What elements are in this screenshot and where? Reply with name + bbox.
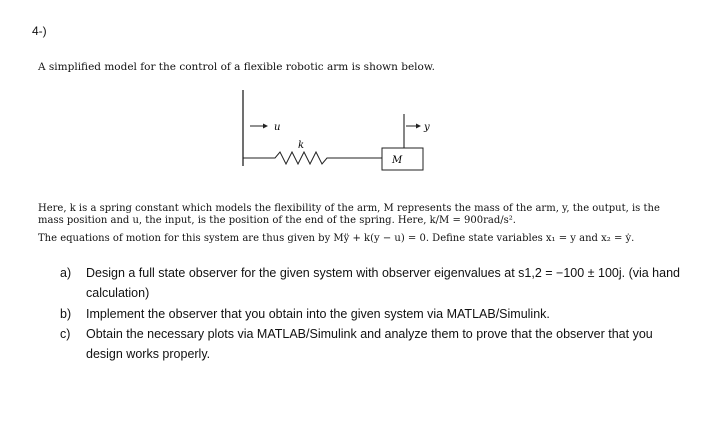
spring: [243, 152, 382, 164]
question-number: 4-): [32, 24, 47, 38]
spring-label: k: [298, 140, 305, 151]
output-arrow-head: [416, 124, 421, 129]
description-line-3: The equations of motion for this system are thus given by Mÿ + k(y − u) = 0. Define state variables x₁ = y and x₂ = ẏ.: [38, 233, 635, 244]
task-label: a): [60, 266, 72, 280]
spring-mass-diagram: [230, 88, 450, 184]
task-label: c): [60, 327, 71, 341]
task-label: b): [60, 307, 72, 321]
intro-text: A simplified model for the control of a flexible robotic arm is shown below.: [38, 61, 435, 73]
mass-label: M: [392, 155, 403, 166]
task-text: Design a full state observer for the given system with observer eigenvalues at s1,2 = −100 ± 100j. (via hand calculation): [86, 266, 680, 300]
input-arrow-head: [263, 124, 268, 129]
input-label: u: [274, 122, 281, 133]
task-text: Obtain the necessary plots via MATLAB/Simulink and analyze them to prove that the observer that you design works properly.: [86, 327, 653, 361]
mass-block: [382, 148, 423, 170]
task-text: Implement the observer that you obtain into the given system via MATLAB/Simulink.: [86, 307, 550, 321]
description-line-1: Here, k is a spring constant which models the flexibility of the arm, M represents the mass of the arm, y, the output, is the: [38, 203, 660, 214]
description-line-2: mass position and u, the input, is the position of the end of the spring. Here, k/M = 900rad/s².: [38, 215, 516, 226]
output-label: y: [424, 122, 430, 133]
